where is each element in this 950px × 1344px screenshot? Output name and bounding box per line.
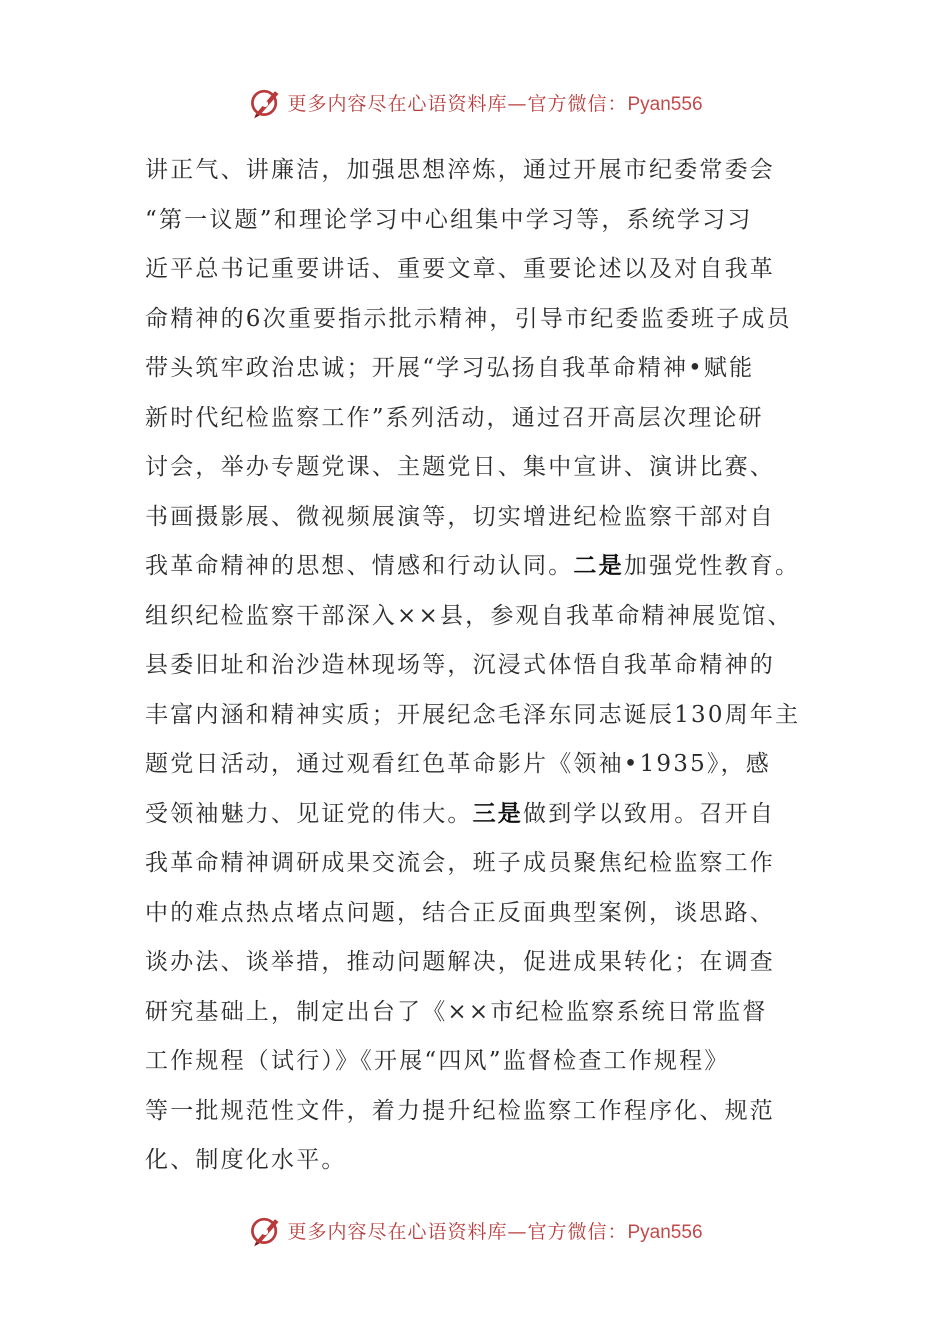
text-line: [145, 893, 810, 943]
text-segment: 讨会，举办专题党课、主题党日、集中宣讲、演讲比赛、: [145, 454, 775, 480]
text-line: [145, 794, 810, 844]
text-line: [145, 348, 810, 398]
text-segment: “第一议题”和理论学习中心组集中学习等，系统学习习: [145, 206, 753, 233]
text-segment: 等一批规范性文件，着力提升纪检监察工作程序化、规范: [145, 1097, 775, 1124]
text-segment: 组织纪检监察干部深入××县，参观自我革命精神展览馆、: [145, 602, 793, 629]
text-line: [145, 1140, 810, 1190]
text-line: [145, 150, 810, 200]
text-segment: 县委旧址和治沙造林现场等，沉浸式体悟自我革命精神的: [145, 652, 775, 678]
text-line: [145, 992, 810, 1042]
text-line: [145, 447, 810, 497]
text-line: [145, 1091, 810, 1141]
text-line: [145, 200, 810, 250]
text-segment: 化、制度化水平。: [145, 1147, 347, 1173]
text-line: [145, 744, 810, 794]
text-line: [145, 843, 810, 893]
bold-keyword: 二是: [573, 552, 624, 579]
banner-text: 更多内容尽在心语资料库—官方微信：Pyan556: [287, 92, 703, 115]
text-segment: 近平总书记重要讲话、重要文章、重要论述以及对自我革: [145, 256, 775, 282]
text-segment: 谈办法、谈举措，推动问题解决，促进成果转化；在调查: [145, 949, 775, 975]
text-line: [145, 546, 810, 596]
text-segment: 工作规程（试行）》《开展“四风”监督检查工作规程》: [145, 1048, 730, 1074]
text-segment: 研究基础上，制定出台了《××市纪检监察系统日常监督: [145, 998, 768, 1025]
text-line: [145, 299, 810, 349]
bold-keyword: 三是: [472, 799, 524, 827]
header-banner: [0, 80, 950, 124]
text-segment: 做到学以致用。召开自: [523, 800, 776, 827]
text-line: [145, 645, 810, 695]
text-segment: 中的难点热点堵点问题，结合正反面典型案例，谈思路、: [145, 899, 775, 926]
text-line: [145, 596, 810, 646]
text-line: [145, 695, 810, 745]
text-segment: 丰富内涵和精神实质；开展纪念毛泽东同志诞辰130周年主: [145, 701, 801, 728]
text-segment: 书画摄影展、微视频展演等，切实增进纪检监察干部对自: [145, 503, 775, 530]
banner-text: 更多内容尽在心语资料库—官方微信：Pyan556: [287, 1220, 703, 1243]
text-line: [145, 249, 810, 299]
pen-logo-icon: [247, 1212, 283, 1248]
pen-logo-icon: [247, 84, 283, 120]
footer-banner: [0, 1208, 950, 1252]
text-segment: 我革命精神调研成果交流会，班子成员聚焦纪检监察工作: [145, 850, 775, 876]
text-line: [145, 398, 810, 448]
text-segment: 新时代纪检监察工作”系列活动，通过召开高层次理论研: [145, 404, 764, 431]
text-line: [145, 942, 810, 992]
text-segment: 讲正气、讲廉洁，加强思想淬炼，通过开展市纪委常委会: [145, 157, 775, 183]
text-segment: 加强党性教育。: [623, 553, 801, 579]
text-segment: 命精神的6次重要指示批示精神，引导市纪委监委班子成员: [145, 305, 792, 332]
text-line: [145, 1041, 810, 1091]
article-body: [145, 150, 810, 1190]
text-segment: 题党日活动，通过观看红色革命影片《领袖•1935》，感: [145, 751, 771, 777]
text-line: [145, 497, 810, 547]
text-segment: 我革命精神的思想、情感和行动认同。: [145, 553, 574, 579]
text-segment: 受领袖魅力、见证党的伟大。: [145, 800, 473, 827]
text-segment: 带头筑牢政治忠诚；开展“学习弘扬自我革命精神•赋能: [145, 355, 755, 381]
